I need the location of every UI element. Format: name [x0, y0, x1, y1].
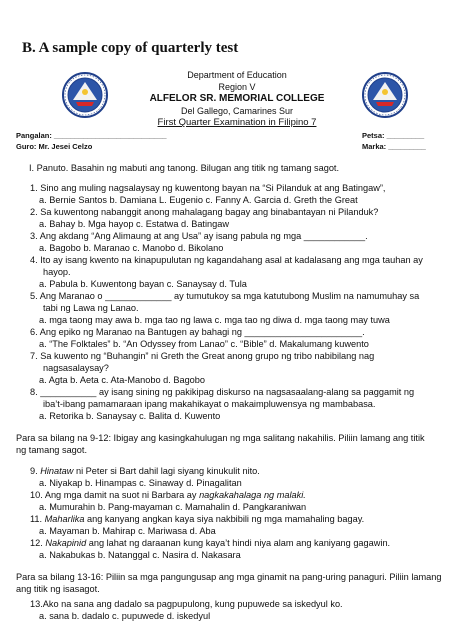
question-4: 4. Ito ay isang kwento na kinapupulutan ng kagandahang asal at kadalasang ang mga tauhan ay	[30, 255, 423, 265]
question-6-choices: a. “The Folktales” b. “An Odyssey from Lanao” c. “Bible” d. Makalumang kuwento	[39, 339, 369, 349]
question-5-cont: tabi ng Lawa ng Lanao.	[43, 303, 139, 313]
question-11-lead: 11.	[30, 514, 45, 524]
question-12-lead: 12.	[30, 538, 46, 548]
question-11-choices: a. Mayaman b. Mahirap c. Mariwasa d. Aba	[39, 526, 216, 536]
college-address: Del Gallego, Camarines Sur	[180, 106, 294, 116]
question-1-choices: a. Bernie Santos b. Damiana L. Eugenio c. Fanny A. Garcia d. Greth the Great	[39, 195, 358, 205]
instructions-part-2-cont: ng tamang sagot.	[16, 445, 87, 455]
question-12-choices: a. Nakabukas b. Natanggal c. Nasira d. Nakasara	[39, 550, 241, 560]
question-8-choices: a. Retorika b. Sanaysay c. Balita d. Kuwento	[39, 411, 221, 421]
deped-seal-left-icon	[62, 72, 108, 118]
instructions-part-3-cont: ang titik ng isasagot.	[16, 584, 100, 594]
question-7: 7. Sa kuwento ng “Buhangin” ni Greth the Great anong grupo ng tribo nabibilang nag	[30, 351, 375, 361]
question-10-lead: 10. Ang mga damit na suot ni Barbara ay	[30, 490, 200, 500]
question-11-italic: Maharlika	[44, 514, 85, 524]
question-6: 6. Ang epiko ng Maranao na Bantugen ay bahagi ng _______________________.	[30, 327, 365, 337]
instructions-part-3: Para sa bilang 13-16: Piliin sa mga pangungusap ang mga ginamit na pang-uring panaguri. Piliin lamang	[16, 572, 442, 582]
instructions-part-1: I. Panuto. Basahin ng mabuti ang tanong. Bilugan ang titik ng tamang sagot.	[29, 163, 340, 173]
name-field: Pangalan: ___________________________	[16, 131, 167, 140]
question-9-lead: 9.	[30, 466, 41, 476]
question-12	[30, 538, 390, 548]
question-4-cont: hayop.	[43, 267, 71, 277]
question-12-rest: ang lahat ng daraanan kung kaya’t hindi niya alam ang kaniyang gagawin.	[86, 538, 391, 548]
question-10-choices: a. Mumurahin b. Pang-mayaman c. Mamahalin d. Pangkaraniwan	[39, 502, 307, 512]
question-7-choices: a. Agta b. Aeta c. Ata-Manobo d. Bagobo	[39, 375, 206, 385]
question-5: 5. Ang Maranao o _____________ ay tumutukoy sa mga katutubong Muslim na namumuhay sa	[30, 291, 420, 301]
deped-seal-right-icon	[362, 72, 408, 118]
question-2-choices: a. Bahay b. Mga hayop c. Estatwa d. Batingaw	[39, 219, 229, 229]
question-7-cont: nagsasalaysay?	[43, 363, 109, 373]
teacher-field: Guro: Mr. Jesei Celzo	[16, 142, 93, 151]
question-4-choices: a. Pabula b. Kuwentong bayan c. Sanaysay d. Tula	[39, 279, 247, 289]
question-5-choices: a. mga taong may awa b. mga tao ng lawa c. mga tao ng diwa d. mga taong may tuwa	[39, 315, 390, 325]
grade-field: Marka: _________	[362, 142, 426, 151]
question-9	[30, 466, 260, 476]
region-name: Region V	[218, 82, 256, 92]
question-9-italic: Hinataw	[40, 466, 74, 476]
question-9-rest: ni Peter si Bart dahil lagi siyang kinukulit nito.	[73, 466, 260, 476]
question-10-italic: nagkakahalaga ng malaki.	[199, 490, 306, 500]
question-2: 2. Sa kuwentong nabanggit anong mahalagang bagay ang binabantayan ni Pilanduk?	[30, 207, 379, 217]
question-11-rest: ang kanyang angkan kaya siya nakbibili ng mga mamahaling bagay.	[84, 514, 365, 524]
question-3: 3. Ang akdang “Ang Alimaung at ang Usa” ay isang pabula ng mga ____________.	[30, 231, 368, 241]
question-12-italic: Nakapinid	[45, 538, 87, 548]
question-11	[30, 514, 364, 524]
question-13-choices: a. sana b. dadalo c. pupuwede d. iskedyul	[39, 611, 211, 621]
instructions-part-2: Para sa bilang na 9-12: Ibigay ang kasingkahulugan ng mga salitang nakahilis. Piliin lamang ang titik	[16, 433, 425, 443]
question-8-cont: iba’t-ibang pamamaraan ipang makahikayat o makaimpluwensya ng mambabasa.	[43, 399, 376, 409]
question-8: 8. ___________ ay isang sining ng pakikipag diskurso na nagsasaalang-alang sa paggamit ng	[30, 387, 415, 397]
school-header	[120, 70, 354, 120]
college-name: ALFELOR SR. MEMORIAL COLLEGE	[149, 93, 325, 104]
question-1: 1. Sino ang muling nagsalaysay ng kuwentong bayan na “Si Pilanduk at ang Batingaw”,	[30, 183, 386, 193]
department-name: Department of Education	[187, 70, 287, 80]
question-3-choices: a. Bagobo b. Maranao c. Manobo d. Bikolano	[39, 243, 224, 253]
date-field: Petsa: _________	[362, 131, 425, 140]
question-9-choices: a. Niyakap b. Hinampas c. Sinaway d. Pinagalitan	[39, 478, 242, 488]
section-title: B. A sample copy of quarterly test	[22, 40, 239, 56]
exam-title: First Quarter Examination in Filipino 7	[157, 117, 317, 128]
question-13: 13.Ako na sana ang dadalo sa pagpupulong, kung pupuwede sa iskedyul ko.	[30, 599, 343, 609]
question-10	[30, 490, 306, 500]
